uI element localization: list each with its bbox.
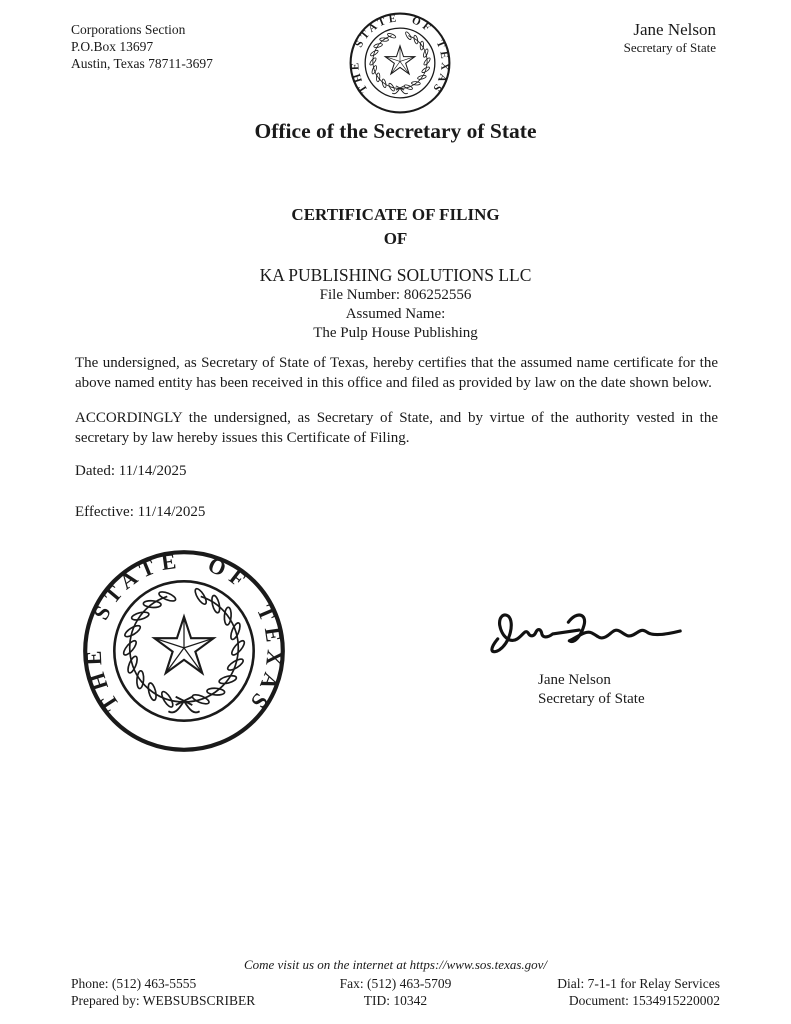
footer-phone: Phone: (512) 463-5555 [71,976,197,991]
signature-image [484,606,690,658]
footer [71,957,720,1009]
body-paragraph-2: ACCORDINGLY the undersigned, as Secretary of State, and by virtue of the authority vested in the secretary by law hereby issues this Certificate of Filing. [75,410,718,446]
official-block [624,20,716,56]
certificate-heading-line2: OF [383,229,408,248]
state-seal-large-icon [80,547,288,755]
effective-line: Effective: 11/14/2025 [75,504,206,520]
signer-name: Jane Nelson [538,672,611,688]
body-paragraph-1: The undersigned, as Secretary of State of Texas, hereby certifies that the assumed name certificate for the above named entity has been received in this office and filed as provided by law on the date shown below. [75,355,718,391]
certificate-heading [0,203,791,251]
sender-pobox: P.O.Box 13697 [71,39,154,54]
certificate-heading-line1: CERTIFICATE OF FILING [291,205,500,224]
sender-address-block [71,21,213,72]
assumed-name-label: Assumed Name: [345,306,446,322]
footer-relay: Dial: 7-1-1 for Relay Services [557,976,720,991]
footer-document-number: Document: 1534915220002 [568,993,720,1008]
sender-section: Corporations Section [71,22,186,37]
footer-tid: TID: 10342 [363,993,428,1008]
page-title: Office of the Secretary of State [254,119,537,143]
dated-line: Dated: 11/14/2025 [75,463,187,479]
footer-visit-url: Come visit us on the internet at https://www.sos.texas.gov/ [243,957,548,972]
signer-block [538,671,645,708]
assumed-name: The Pulp House Publishing [313,325,478,341]
footer-prepared-by: Prepared by: WEBSUBSCRIBER [71,993,256,1008]
footer-fax: Fax: (512) 463-5709 [339,976,452,991]
state-seal-icon [348,11,452,115]
file-number: File Number: 806252556 [319,287,472,303]
official-title: Secretary of State [623,40,716,55]
official-name: Jane Nelson [633,20,716,39]
entity-block [0,264,791,343]
sender-city: Austin, Texas 78711-3697 [71,56,213,71]
entity-name: KA PUBLISHING SOLUTIONS LLC [259,265,532,285]
signer-title: Secretary of State [538,690,645,707]
